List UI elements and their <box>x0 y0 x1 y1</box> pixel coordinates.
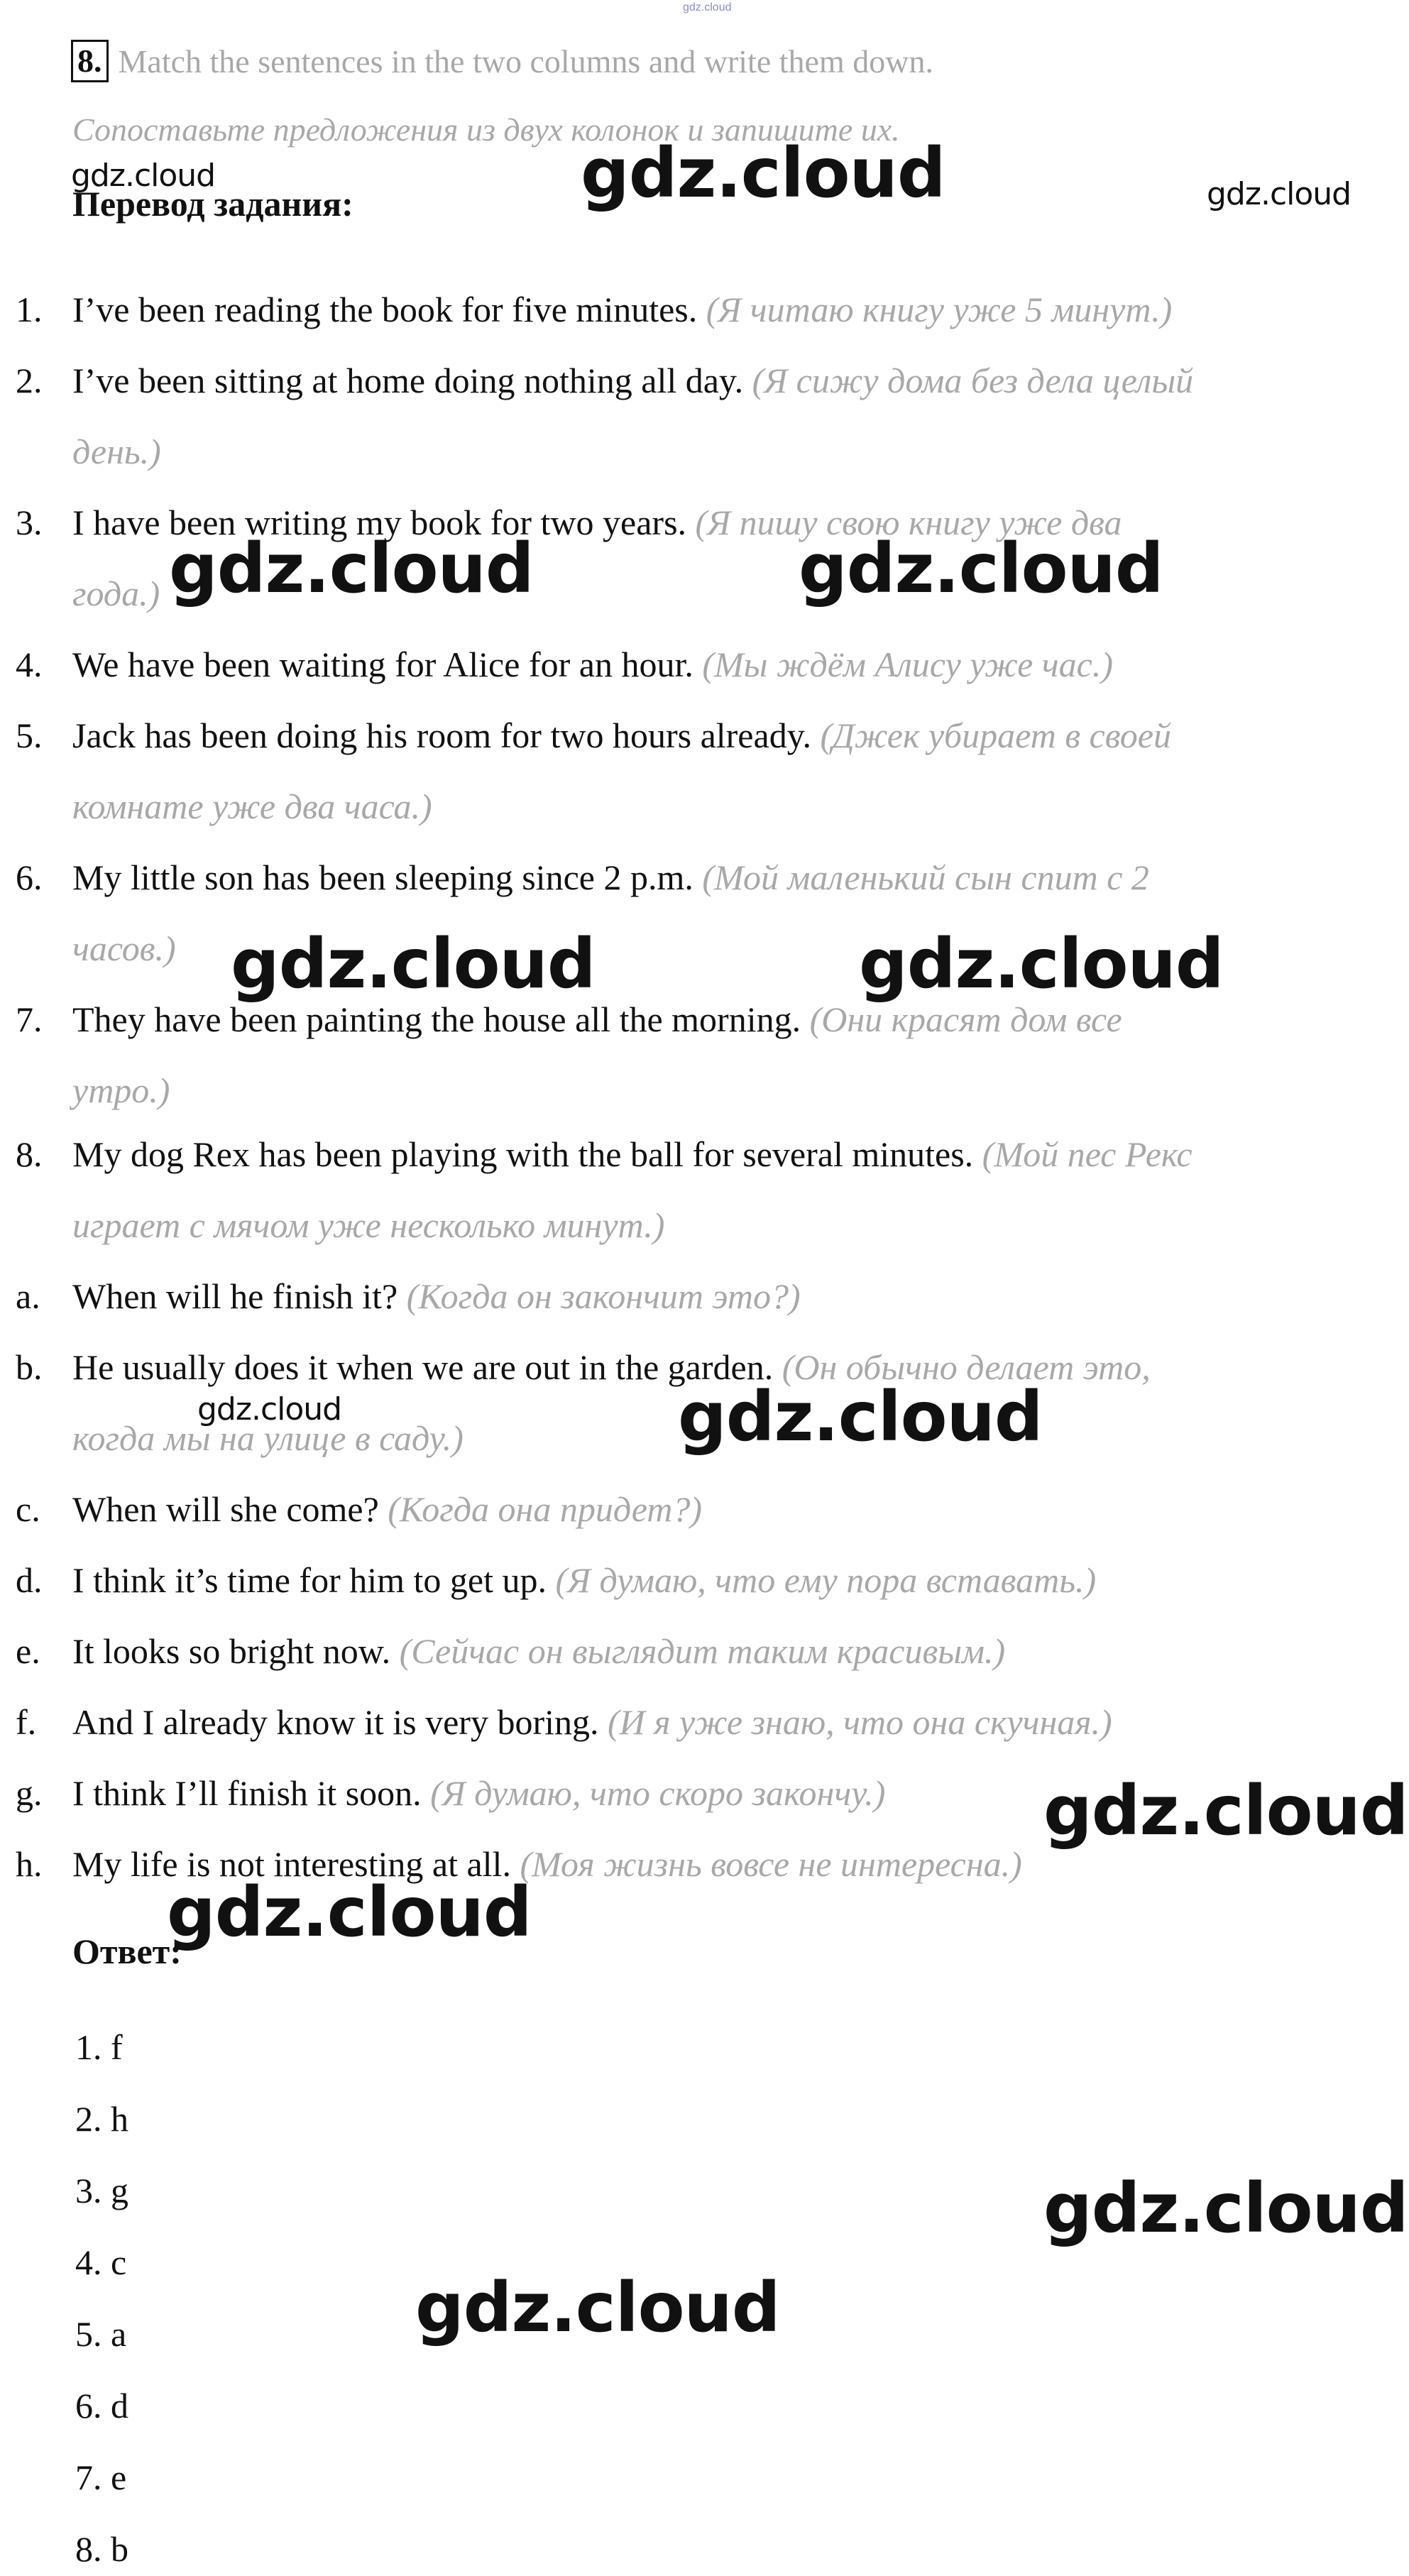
sentence-en: We have been waiting for Alice for an hour. <box>72 645 693 684</box>
sentence-text <box>72 1260 801 1332</box>
watermark: gdz.cloud <box>1043 2169 1408 2248</box>
sentence-text <box>72 1473 702 1545</box>
answer-item: 2. h <box>75 2099 128 2139</box>
sentence-ru: (Мы ждём Алису уже час.) <box>702 645 1113 684</box>
watermark: gdz.cloud <box>167 1873 532 1952</box>
sentence-en: He usually does it when we are out in the garden. <box>72 1347 774 1387</box>
sentence-ru: (Я пишу свою книгу уже два <box>695 503 1122 542</box>
sentence-marker: 5. <box>16 716 43 755</box>
sentence-text <box>72 1686 1112 1758</box>
sentence-ru: (Они красят дом все <box>809 999 1122 1039</box>
sentence-en: I think I’ll finish it soon. <box>72 1773 422 1813</box>
sentence-text <box>72 1544 1096 1616</box>
sentence-marker: g. <box>16 1773 43 1813</box>
sentence-en: It looks so bright now. <box>72 1631 391 1671</box>
sentence-en: And I already know it is very boring. <box>72 1702 599 1742</box>
answer-item: 5. a <box>75 2314 127 2354</box>
sentence-en: My life is not interesting at all. <box>72 1844 511 1884</box>
sentence-ru: (Я думаю, что ему пора вставать.) <box>555 1560 1097 1600</box>
sentence-ru: (Когда она придет?) <box>388 1489 703 1529</box>
sentence-ru-continuation: когда мы на улице в саду.) <box>72 1418 464 1458</box>
sentence-en: My little son has been sleeping since 2 p.m. <box>72 857 693 897</box>
top-watermark: gdz.cloud <box>683 1 732 13</box>
answer-item: 1. f <box>75 2027 123 2067</box>
sentence-ru: (Сейчас он выглядит таким красивым.) <box>399 1631 1006 1671</box>
sentence-en: My dog Rex has been playing with the ball for several minutes. <box>72 1134 974 1174</box>
sentence-marker: a. <box>16 1276 40 1316</box>
sentence-text <box>72 841 1149 914</box>
sentence-text <box>72 273 1172 346</box>
sentence-marker: 4. <box>16 645 43 684</box>
sentence-text <box>72 1118 1193 1190</box>
sentence-text <box>72 699 1171 772</box>
sentence-marker: 6. <box>16 857 43 897</box>
watermark: gdz.cloud <box>1207 176 1352 212</box>
sentence-en: When will he finish it? <box>72 1276 398 1316</box>
sentence-marker: 1. <box>16 290 43 329</box>
watermark: gdz.cloud <box>231 924 596 1004</box>
sentence-ru-continuation: комнате уже два часа.) <box>72 786 432 826</box>
watermark: gdz.cloud <box>169 529 534 608</box>
sentence-ru: (Я сижу дома без дела целый <box>752 361 1194 400</box>
answer-item: 3. g <box>75 2171 128 2210</box>
sentence-en: I have been writing my book for two years. <box>72 503 687 542</box>
sentence-marker: 2. <box>16 361 43 400</box>
watermark: gdz.cloud <box>859 924 1224 1004</box>
sentence-ru-continuation: утро.) <box>72 1070 170 1110</box>
watermark: gdz.cloud <box>197 1391 342 1427</box>
sentence-ru: (Он обычно делает это, <box>782 1347 1151 1387</box>
watermark: gdz.cloud <box>678 1377 1043 1457</box>
watermark: gdz.cloud <box>799 529 1163 608</box>
sentence-text <box>72 1757 885 1829</box>
sentence-marker: b. <box>16 1347 43 1387</box>
answer-item: 4. c <box>75 2242 127 2282</box>
sentence-marker: 7. <box>16 999 43 1039</box>
sentence-text <box>72 344 1193 417</box>
sentence-marker: e. <box>16 1631 40 1671</box>
sentence-ru: (Я читаю книгу уже 5 минут.) <box>706 290 1173 329</box>
sentence-en: I’ve been reading the book for five minutes. <box>72 290 698 329</box>
sentence-en: I think it’s time for him to get up. <box>72 1560 547 1600</box>
sentence-ru: (Когда он закончит это?) <box>406 1276 801 1316</box>
watermark: gdz.cloud <box>71 158 216 194</box>
sentence-marker: d. <box>16 1560 43 1600</box>
sentence-marker: 8. <box>16 1134 43 1174</box>
sentence-ru-continuation: часов.) <box>72 928 176 968</box>
watermark: gdz.cloud <box>581 133 945 213</box>
sentence-marker: f. <box>16 1702 37 1742</box>
task-instruction-ru: Сопоставьте предложения из двух колонок и запишите их. <box>72 111 900 148</box>
task-number-box: 8. <box>71 40 109 82</box>
sentence-ru-continuation: года.) <box>72 574 160 613</box>
sentence-en: They have been painting the house all the morning. <box>72 999 801 1039</box>
answer-item: 6. d <box>75 2386 128 2426</box>
sentence-ru: (Моя жизнь вовсе не интересна.) <box>520 1844 1022 1884</box>
sentence-ru: (Мой маленький сын спит с 2 <box>702 857 1149 897</box>
sentence-ru-continuation: день.) <box>72 432 161 471</box>
answer-heading: Ответ: <box>72 1931 182 1971</box>
sentence-marker: c. <box>16 1489 40 1529</box>
task-header <box>71 37 933 85</box>
sentence-marker: 3. <box>16 503 43 542</box>
sentence-en: When will she come? <box>72 1489 379 1529</box>
sentence-ru: (Мой пес Рекс <box>982 1134 1193 1174</box>
translation-heading: Перевод задания: <box>72 184 353 224</box>
sentence-en: I’ve been sitting at home doing nothing all day. <box>72 361 744 400</box>
sentence-ru-continuation: играет с мячом уже несколько минут.) <box>72 1205 665 1245</box>
sentence-text <box>72 1615 1005 1687</box>
watermark: gdz.cloud <box>415 2268 780 2347</box>
sentence-en: Jack has been doing his room for two hours already. <box>72 716 811 755</box>
task-instruction-en: Match the sentences in the two columns and write them down. <box>118 43 933 80</box>
sentence-marker: h. <box>16 1844 43 1884</box>
sentence-text <box>72 628 1113 701</box>
watermark: gdz.cloud <box>1043 1771 1408 1851</box>
sentence-ru: (И я уже знаю, что она скучная.) <box>608 1702 1112 1742</box>
sentence-ru: (Джек убирает в своей <box>820 716 1171 755</box>
sentence-ru: (Я думаю, что скоро закончу.) <box>430 1773 886 1813</box>
answer-item: 7. e <box>75 2457 127 2497</box>
answer-item: 8. b <box>75 2529 128 2569</box>
